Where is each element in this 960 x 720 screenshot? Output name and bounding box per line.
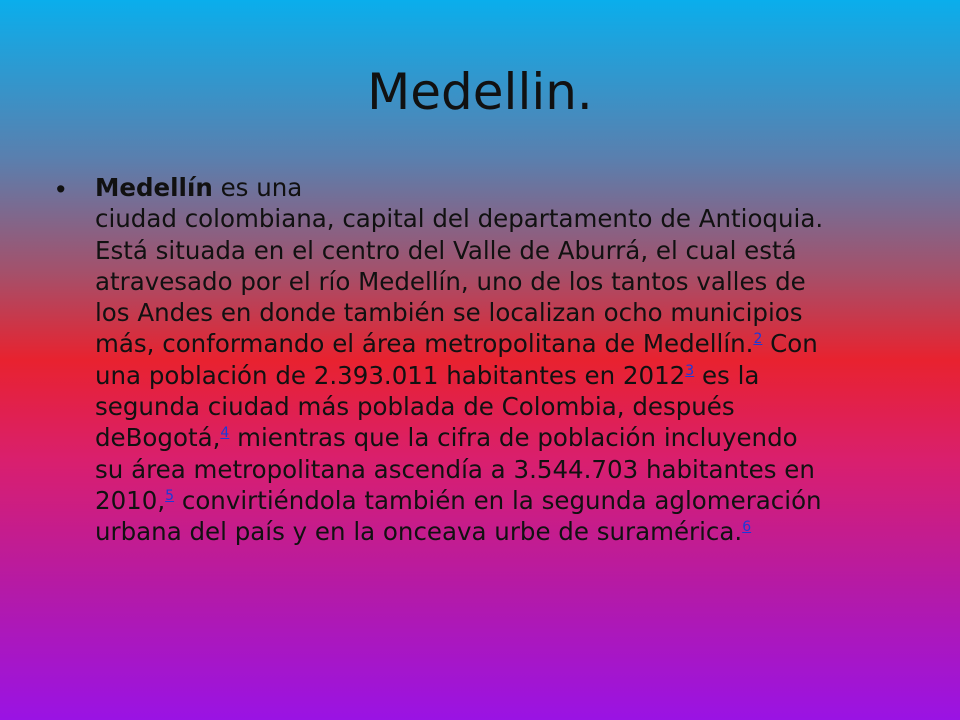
paragraph-line [95,485,906,516]
paragraph-line: atravesado por el río Medellín, uno de los tantos valles de [95,266,806,296]
paragraph-line [95,516,906,547]
line-text: convirtiéndola también en la segunda aglomeración [174,485,822,515]
footnote-link-5[interactable]: 5 [165,487,175,504]
line-text: es la [694,360,760,390]
bullet-paragraph [95,172,906,548]
footnote-link-3[interactable]: 3 [685,362,695,379]
paragraph-line: su área metropolitana ascendía a 3.544.703 habitantes en [95,454,815,484]
footnote-link-6[interactable]: 6 [742,519,752,536]
line-text: una población de 2.393.011 habitantes en 2012 [95,360,686,390]
bold-term: Medellín [95,173,213,202]
paragraph-line: ciudad colombiana, capital del departamento de Antioquia. [95,204,824,234]
line-text: es una [212,173,303,202]
paragraph-line: segunda ciudad más poblada de Colombia, después [95,392,735,422]
paragraph-line: Está situada en el centro del Valle de Aburrá, el cual está [95,235,797,265]
footnote-link-4[interactable]: 4 [220,425,230,442]
line-text: Con [762,329,818,359]
line-text: mientras que la cifra de población incluyendo [229,423,798,453]
bullet-marker: • [56,174,66,204]
paragraph-line: los Andes en donde también se localizan ocho municipios [95,298,803,328]
paragraph-line [95,360,906,391]
line-text: más, conformando el área metropolitana de Medellín. [95,329,754,359]
line-text: urbana del país y en la onceava urbe de suramérica. [95,517,743,547]
paragraph-line [95,172,906,203]
line-text: 2010, [95,485,166,515]
line-text: deBogotá, [95,423,221,453]
paragraph-line [95,422,906,453]
footnote-link-2[interactable]: 2 [753,331,763,348]
paragraph-line [95,328,906,359]
slide-title: Medellin. [367,63,593,121]
